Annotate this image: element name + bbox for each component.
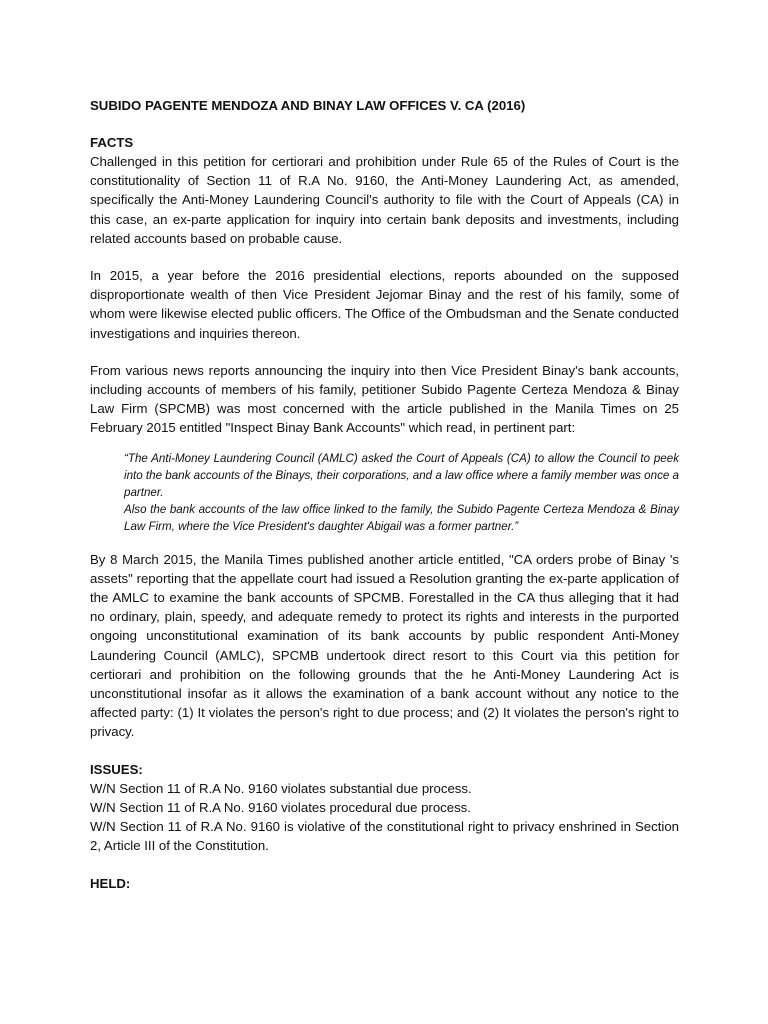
facts-heading: FACTS	[90, 135, 134, 150]
facts-paragraph-3: From various news reports announcing the inquiry into then Vice President Binay's bank accounts, including accounts of members of his family, petitioner Subido Pagente Certeza Mendoza & Binay Law Firm (SPCMB) was most concerned with the article published in the Manila Times on 25 February 2015 entitled "Inspect Binay Bank Accounts" which read, in pertinent part:	[90, 362, 679, 436]
facts-paragraph-4: By 8 March 2015, the Manila Times published another article entitled, "CA orders probe of Binay 's assets" reporting that the appellate court had issued a Resolution granting the ex-parte application of the AMLC to examine the bank accounts of SPCMB. Forestalled in the CA thus alleging that it had no ordinary, plain, speedy, and adequate remedy to protect its rights and interests in the purported ongoing unconstitutional examination of its bank accounts by public respondent Anti-Money Laundering Council (AMLC), SPCMB undertook direct resort to this Court via this petition for certiorari and prohibition on the following grounds that the he Anti-Money Laundering Act is unconstitutional insofar as it allows the examination of a bank account without any notice to the affected party: (1) It violates the person's right to due process; and (2) It violates the person's right to privacy.	[90, 551, 679, 740]
block-quote	[124, 450, 679, 536]
quote-line-1: “The Anti-Money Laundering Council (AMLC) asked the Court of Appeals (CA) to allow the Council to peek into the bank accounts of the Binays, their corporations, and a law office where a family member was once a partner.	[124, 451, 679, 500]
facts-paragraph-1: Challenged in this petition for certiorari and prohibition under Rule 65 of the Rules of Court is the constitutionality of Section 11 of R.A No. 9160, the Anti-Money Laundering Act, as amended, specifically the Anti-Money Laundering Council's authority to file with the Court of Appeals (CA) in this case, an ex-parte application for inquiry into certain bank deposits and investments, including related accounts based on probable cause.	[90, 154, 679, 246]
document-title: SUBIDO PAGENTE MENDOZA AND BINAY LAW OFFICES V. CA (2016)	[90, 98, 526, 113]
issues-list	[90, 779, 679, 856]
issue-item-1: W/N Section 11 of R.A No. 9160 violates substantial due process.	[90, 780, 472, 796]
quote-line-2: Also the bank accounts of the law office linked to the family, the Subido Pagente Certeza Mendoza & Binay Law Firm, where the Vice President's daughter Abigail was a former partner.”	[124, 503, 679, 534]
held-heading: HELD:	[90, 875, 131, 891]
issues-heading: ISSUES:	[90, 761, 143, 777]
issue-item-2: W/N Section 11 of R.A No. 9160 violates procedural due process.	[90, 799, 471, 815]
facts-paragraph-2: In 2015, a year before the 2016 presidential elections, reports abounded on the supposed disproportionate wealth of then Vice President Jejomar Binay and the rest of his family, some of whom were likewise elected public officers. The Office of the Ombudsman and the Senate conducted investigations and inquiries thereon.	[90, 268, 679, 341]
issue-item-3: W/N Section 11 of R.A No. 9160 is violative of the constitutional right to privacy enshrined in Section 2, Article III of the Constitution.	[90, 819, 679, 854]
